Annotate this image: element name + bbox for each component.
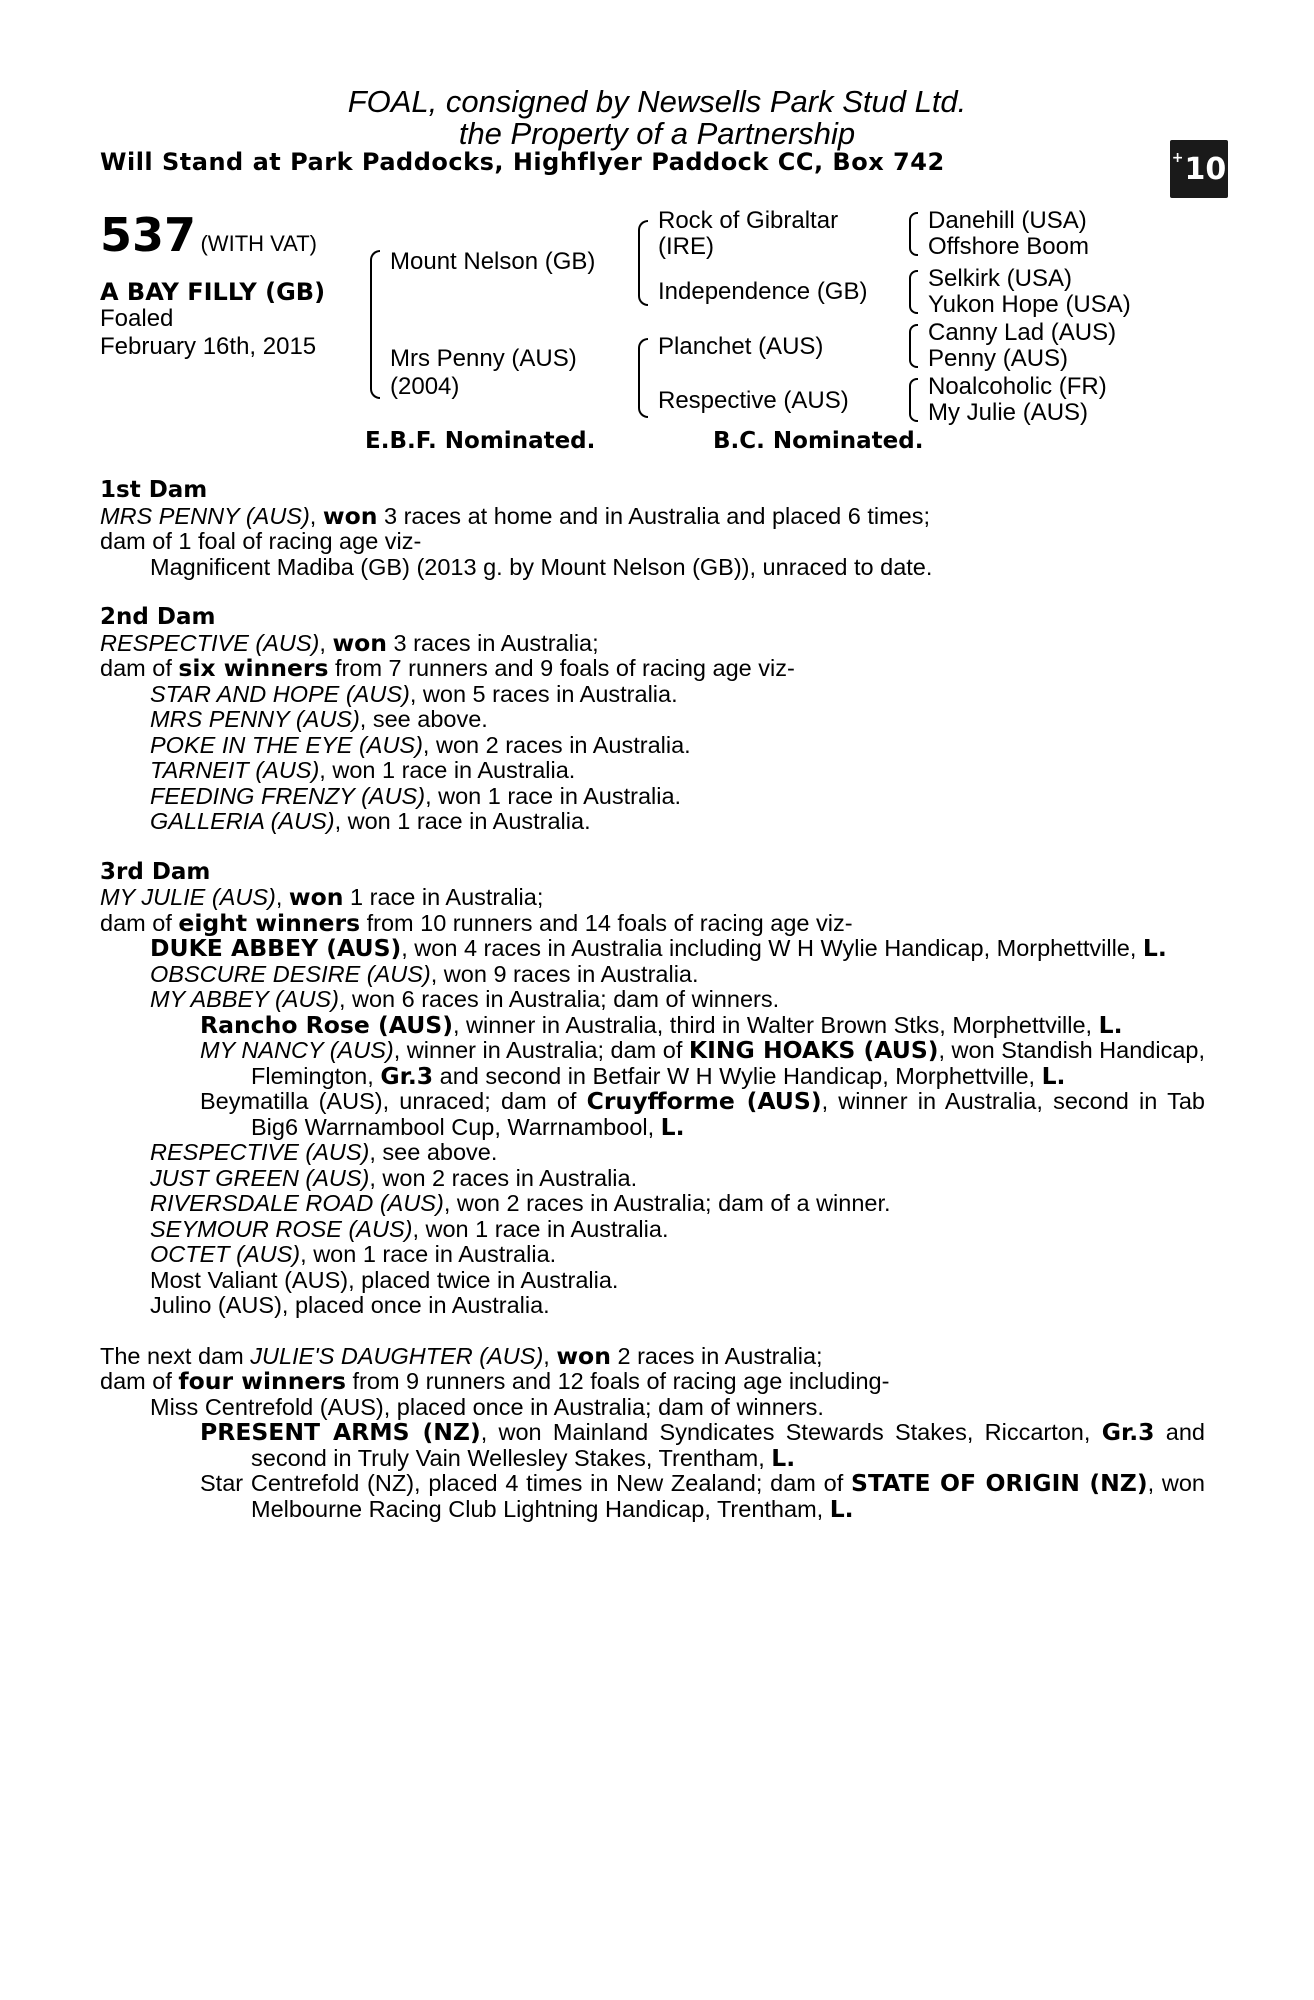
- next-dam-prefix: The next dam: [100, 1342, 251, 1369]
- pedigree-brace-main: [370, 250, 380, 399]
- lot-number: 537: [100, 208, 197, 262]
- pedigree-sire-dam: Independence (GB): [658, 278, 868, 305]
- pedigree-dam-sire: Planchet (AUS): [658, 333, 824, 360]
- foaled-label: Foaled: [100, 305, 174, 332]
- horse-name: DUKE ABBEY (AUS): [150, 934, 402, 962]
- offspring-row: [100, 1140, 1205, 1166]
- dam-of-rest: from 10 runners and 14 foals of racing age viz-: [360, 909, 853, 936]
- listed-marker: L.: [1142, 934, 1167, 962]
- group-marker: Gr.3: [1101, 1418, 1155, 1446]
- pedigree-sire-sire: Rock of Gibraltar: [658, 207, 839, 234]
- offspring-row: [100, 987, 1205, 1013]
- listed-marker: L.: [660, 1112, 685, 1141]
- horse-name: PRESENT ARMS (NZ): [200, 1418, 481, 1446]
- bc-nominated: B.C. Nominated.: [713, 428, 924, 454]
- horse-name: POKE IN THE EYE (AUS): [150, 731, 423, 758]
- winners-count: eight winners: [178, 908, 361, 937]
- next-dam-produce: [100, 1369, 1205, 1395]
- pedigree-gg-2: Offshore Boom: [928, 233, 1089, 260]
- pedigree-sire-sire-country: (IRE): [658, 233, 714, 260]
- first-dam-line: MRS PENNY (AUS), won 3 races at home and in Australia and placed 6 times;: [100, 501, 931, 530]
- record-text: 2 races in Australia;: [610, 1342, 823, 1369]
- next-dam-line: [100, 1341, 1205, 1370]
- second-dam-line: RESPECTIVE (AUS), won 3 races in Australia;: [100, 628, 599, 657]
- offspring-row: Julino (AUS), placed once in Australia.: [150, 1292, 550, 1318]
- second-dam-produce: [100, 656, 1205, 682]
- third-dam-line: MY JULIE (AUS), won 1 race in Australia;: [100, 883, 544, 911]
- record-text: , won Melbourne Racing Club Lightning Handicap, Trentham,: [251, 1470, 1206, 1522]
- horse-name: FEEDING FRENZY (AUS): [150, 782, 426, 809]
- pedigree-brace-g3: [909, 324, 918, 368]
- dam-of-rest: from 9 runners and 12 foals of racing age including-: [346, 1368, 890, 1394]
- consignor-line: FOAL, consigned by Newsells Park Stud Ltd.: [347, 84, 967, 119]
- record-text: , won 1 race in Australia.: [300, 1241, 557, 1267]
- won-label: won: [288, 883, 344, 911]
- foaled-date: February 16th, 2015: [100, 333, 317, 360]
- horse-name: OCTET (AUS): [150, 1241, 301, 1267]
- third-dam-produce: [100, 908, 1205, 937]
- lot-heading: [100, 208, 317, 262]
- won-label: won: [322, 501, 378, 530]
- offspring-row: [100, 1191, 1205, 1217]
- offspring-row: [100, 809, 1205, 835]
- offspring-row: [100, 758, 1205, 784]
- stand-line: Will Stand at Park Paddocks, Highflyer Paddock CC, Box 742: [100, 148, 945, 176]
- record-text: 3 races at home and in Australia and placed 6 times;: [377, 502, 931, 529]
- pedigree-brace-sire: [638, 220, 648, 306]
- record-text: Beymatilla (AUS), unraced; dam of: [200, 1088, 587, 1114]
- dam-of-text: dam of: [100, 655, 179, 681]
- pedigree-gg-3: Selkirk (USA): [928, 265, 1073, 292]
- horse-name: Cruyfforme (AUS): [586, 1087, 822, 1115]
- group-marker: Gr.3: [380, 1061, 434, 1090]
- record-text: , won 4 races in Australia including W H Wylie Handicap, Morphettville,: [401, 935, 1143, 961]
- record-text: , won Mainland Syndicates Stewards Stakes, Riccarton,: [480, 1419, 1102, 1445]
- horse-name: MY JULIE (AUS): [100, 884, 276, 910]
- horse-name: SEYMOUR ROSE (AUS): [150, 1215, 413, 1242]
- pedigree-gg-1: Danehill (USA): [928, 207, 1087, 234]
- record-text: , see above.: [369, 1139, 498, 1165]
- pedigree-gg-4: Yukon Hope (USA): [928, 291, 1131, 318]
- offspring-row: [100, 733, 1205, 759]
- horse-name: STATE OF ORIGIN (NZ): [851, 1469, 1148, 1497]
- horse-name: MY ABBEY (AUS): [150, 986, 339, 1012]
- horse-name: RESPECTIVE (AUS): [150, 1139, 370, 1165]
- pedigree-brace-g4: [909, 378, 918, 422]
- grand-offspring-row: [100, 1010, 1205, 1039]
- horse-name: MRS PENNY (AUS): [100, 502, 310, 529]
- record-text: , won 1 race in Australia.: [319, 757, 576, 783]
- won-label: won: [332, 628, 388, 657]
- offspring-row: Most Valiant (AUS), placed twice in Australia.: [150, 1266, 619, 1293]
- record-text: , won 5 races in Australia.: [409, 680, 678, 707]
- pedigree-dam-year: (2004): [390, 373, 460, 400]
- dam-of-rest: from 7 runners and 9 foals of racing age viz-: [328, 655, 795, 681]
- pedigree-dam-dam: Respective (AUS): [658, 387, 849, 414]
- record-text: 1 race in Australia;: [343, 884, 544, 910]
- record-text: , won 1 race in Australia.: [412, 1215, 669, 1242]
- horse-name: MY NANCY (AUS): [200, 1037, 394, 1063]
- badge-plus: +: [1171, 150, 1184, 166]
- ebf-nominated: E.B.F. Nominated.: [365, 428, 596, 454]
- lot-title: A BAY FILLY (GB): [100, 278, 326, 306]
- offspring-row: [100, 682, 1205, 708]
- grand-offspring-row: [100, 1420, 1205, 1471]
- record-text: , won 9 races in Australia.: [430, 960, 699, 987]
- pedigree-sire: Mount Nelson (GB): [390, 248, 596, 275]
- offspring-row: [100, 1242, 1205, 1268]
- horse-name: KING HOAKS (AUS): [688, 1036, 939, 1064]
- pedigree-brace-g2: [909, 270, 918, 314]
- record-text: 3 races in Australia;: [387, 629, 599, 656]
- offspring-row: [100, 784, 1205, 810]
- separator: ,: [543, 1342, 557, 1369]
- record-text: , winner in Australia, third in Walter Brown Stks, Morphettville,: [452, 1011, 1099, 1038]
- horse-name: JUST GREEN (AUS): [150, 1164, 370, 1191]
- record-text: and second in Truly Vain Wellesley Stakes, Trentham,: [251, 1419, 1205, 1471]
- offspring-row: [100, 962, 1205, 988]
- pedigree-gg-7: Noalcoholic (FR): [928, 373, 1107, 400]
- offspring-row: [100, 707, 1205, 733]
- pedigree-brace-g1: [909, 212, 918, 256]
- first-dam-title: 1st Dam: [100, 477, 208, 503]
- dam-of-text: dam of: [100, 909, 179, 936]
- horse-name: JULIE'S DAUGHTER (AUS): [250, 1342, 544, 1369]
- horse-name: GALLERIA (AUS): [150, 808, 335, 834]
- pedigree-gg-5: Canny Lad (AUS): [928, 319, 1117, 346]
- record-text: , won 6 races in Australia; dam of winners.: [338, 986, 780, 1012]
- pedigree-gg-6: Penny (AUS): [928, 345, 1069, 372]
- winners-count: six winners: [178, 654, 329, 682]
- first-dam-produce: dam of 1 foal of racing age viz-: [100, 528, 422, 554]
- second-dam-title: 2nd Dam: [100, 604, 216, 630]
- horse-name: OBSCURE DESIRE (AUS): [150, 960, 431, 987]
- pedigree-gg-8: My Julie (AUS): [928, 399, 1089, 426]
- horse-name: STAR AND HOPE (AUS): [150, 680, 410, 707]
- horse-name: MRS PENNY (AUS): [150, 706, 360, 732]
- won-label: won: [556, 1341, 611, 1370]
- lot-badge: [1170, 140, 1228, 198]
- pedigree-brace-dam: [638, 338, 648, 418]
- dam-of-text: dam of: [100, 1368, 179, 1394]
- offspring-row: Miss Centrefold (AUS), placed once in Australia; dam of winners.: [150, 1393, 824, 1420]
- record-text: , won 2 races in Australia.: [422, 731, 691, 758]
- offspring-row: [100, 1166, 1205, 1192]
- offspring-row: [100, 1217, 1205, 1243]
- listed-marker: L.: [1041, 1061, 1066, 1090]
- horse-name: Rancho Rose (AUS): [200, 1010, 453, 1039]
- badge-number: 10: [1184, 151, 1227, 187]
- record-text: , winner in Australia; dam of: [393, 1037, 689, 1063]
- record-text: , winner in Australia, second in Tab Big6 Warrnambool Cup, Warrnambool,: [251, 1088, 1206, 1140]
- winners-count: four winners: [178, 1367, 346, 1395]
- record-text: , won 2 races in Australia.: [369, 1164, 638, 1191]
- grand-offspring-row: [100, 1038, 1205, 1089]
- record-text: , won 1 race in Australia.: [425, 782, 682, 809]
- horse-name: TARNEIT (AUS): [150, 757, 320, 783]
- record-text: and second in Betfair W H Wylie Handicap, Morphettville,: [433, 1062, 1042, 1089]
- listed-marker: L.: [1098, 1010, 1123, 1039]
- vat-label: (WITH VAT): [200, 231, 317, 256]
- third-dam-title: 3rd Dam: [100, 858, 211, 885]
- record-text: Star Centrefold (NZ), placed 4 times in New Zealand; dam of: [200, 1470, 852, 1496]
- catalogue-body: [100, 478, 1205, 1522]
- first-dam-foal: Magnificent Madiba (GB) (2013 g. by Mount Nelson (GB)), unraced to date.: [150, 553, 933, 580]
- property-line: the Property of a Partnership: [458, 116, 856, 151]
- horse-name: RESPECTIVE (AUS): [100, 629, 320, 656]
- grand-offspring-row: [100, 1089, 1205, 1140]
- record-text: , won 1 race in Australia.: [334, 808, 591, 834]
- record-text: , won Standish Handicap, Flemington,: [251, 1037, 1206, 1089]
- record-text: , won 2 races in Australia; dam of a winner.: [443, 1190, 891, 1216]
- listed-marker: L.: [771, 1443, 796, 1472]
- offspring-row: [100, 936, 1205, 962]
- listed-marker: L.: [829, 1494, 854, 1523]
- record-text: , see above.: [359, 706, 488, 732]
- pedigree-dam: Mrs Penny (AUS): [390, 345, 577, 372]
- horse-name: RIVERSDALE ROAD (AUS): [150, 1190, 444, 1216]
- grand-offspring-row: [100, 1471, 1205, 1522]
